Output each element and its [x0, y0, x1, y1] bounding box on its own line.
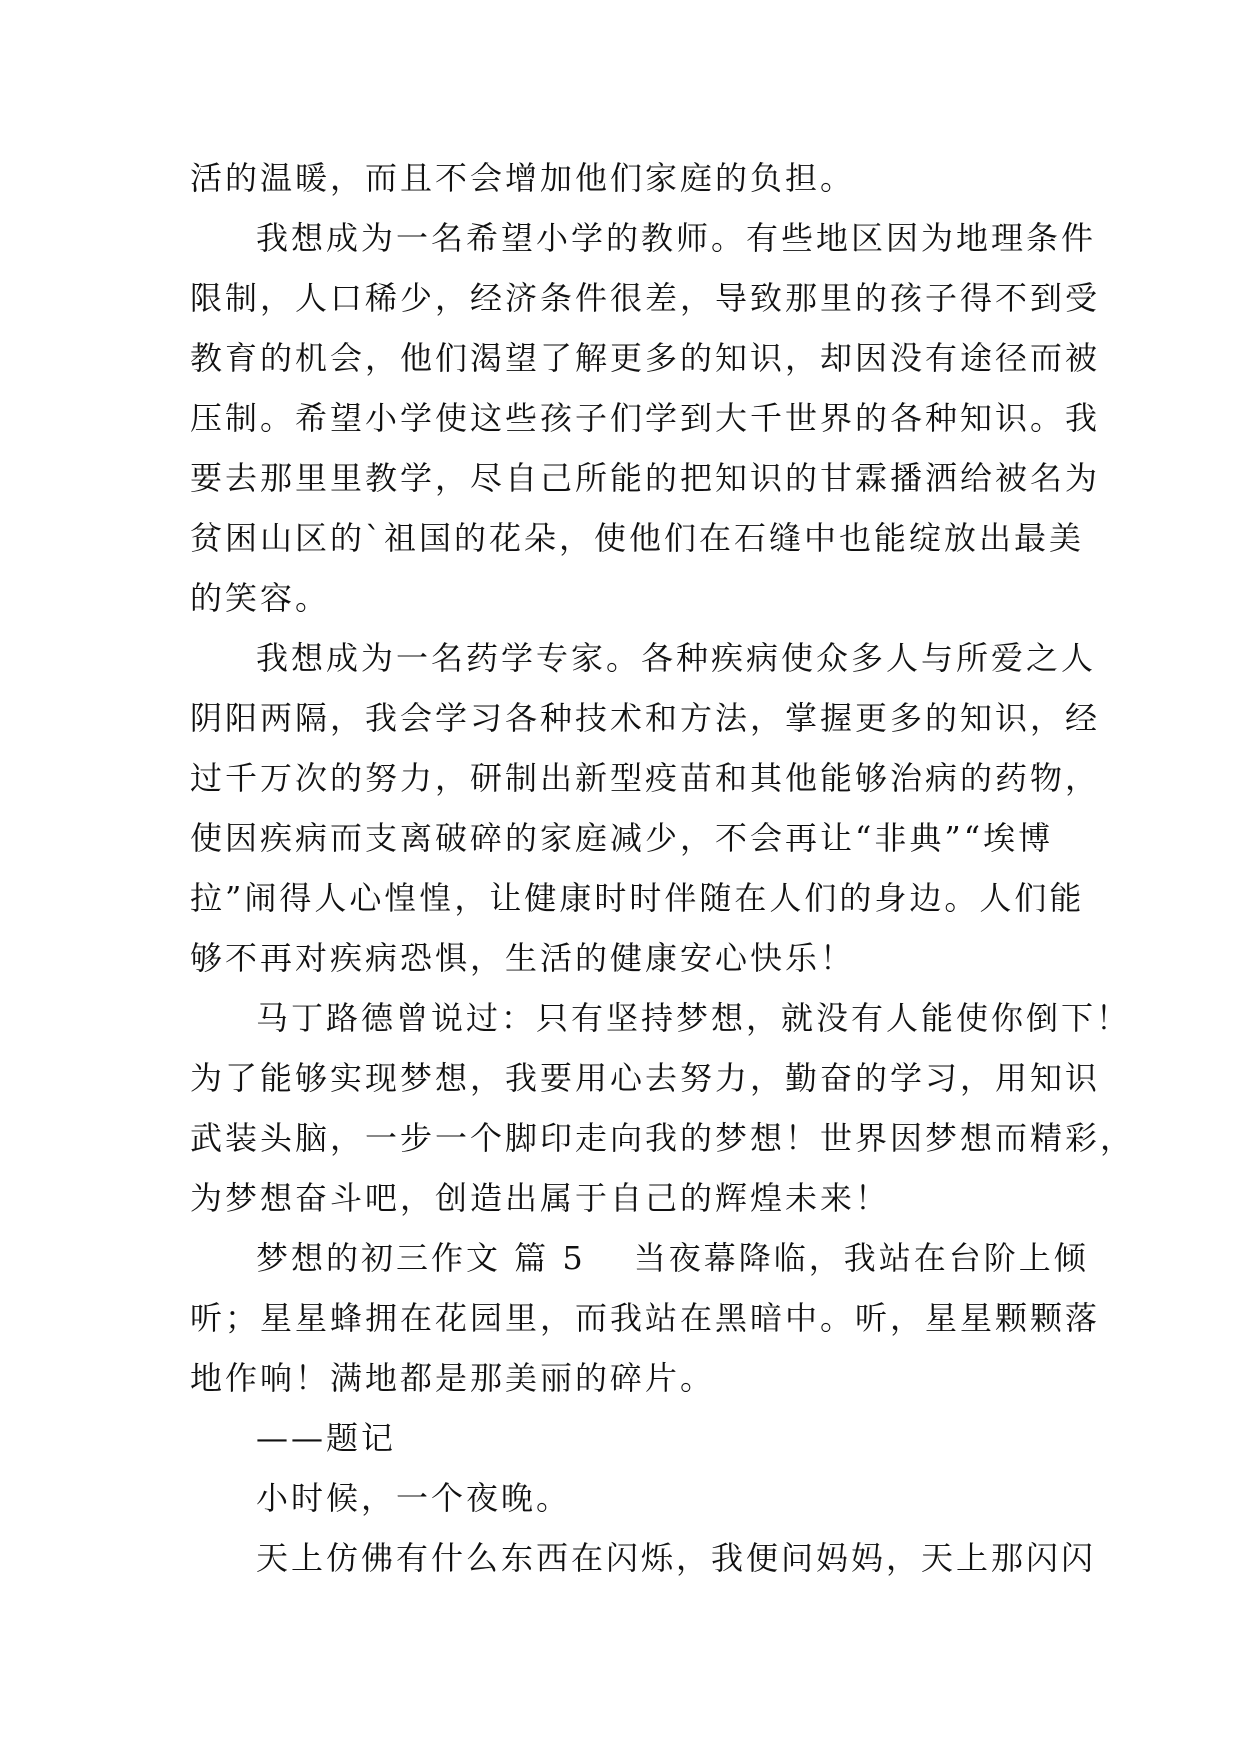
- text-line: 我想成为一名希望小学的教师。有些地区因为地理条件: [256, 219, 1097, 257]
- paragraph: [190, 628, 1101, 988]
- text-line: 使因疾病而支离破碎的家庭减少，不会再让“非典”“埃博: [190, 819, 1054, 857]
- text-line: 过千万次的努力，研制出新型疫苗和其他能够治病的药物，: [190, 759, 1101, 797]
- text-line: 够不再对疾病恐惧，生活的健康安心快乐！: [190, 939, 856, 977]
- text-line: 地作响！满地都是那美丽的碎片。: [190, 1359, 716, 1397]
- text-line: 要去那里里教学，尽自己所能的把知识的甘霖播洒给被名为: [190, 459, 1101, 497]
- text-line: 听；星星蜂拥在花园里，而我站在黑暗中。听，星星颗颗落: [190, 1299, 1101, 1337]
- paragraph: [190, 1528, 1097, 1588]
- text-line: 武装头脑，一步一个脚印走向我的梦想！世界因梦想而精彩，: [190, 1119, 1136, 1157]
- text-line: 马丁路德曾说过：只有坚持梦想，就没有人能使你倒下！: [256, 999, 1132, 1037]
- epigraph-attribution: ——题记: [256, 1419, 397, 1457]
- text-line: 阴阳两隔，我会学习各种技术和方法，掌握更多的知识，经: [190, 699, 1101, 737]
- text-line: 我想成为一名药学专家。各种疾病使众多人与所爱之人: [256, 639, 1097, 677]
- text-line: 限制，人口稀少，经济条件很差，导致那里的孩子得不到受: [190, 279, 1101, 317]
- paragraph: [190, 148, 1050, 208]
- section-title: 梦想的初三作文 篇 5: [256, 1239, 586, 1277]
- text-line: 为了能够实现梦想，我要用心去努力，勤奋的学习，用知识: [190, 1059, 1101, 1097]
- text-line: 拉”闹得人心惶惶，让健康时时伴随在人们的身边。人们能: [190, 879, 1085, 917]
- paragraph: [190, 1468, 1050, 1528]
- paragraph: [190, 1228, 1101, 1408]
- text-line: [190, 1228, 1089, 1288]
- paragraph: [190, 988, 1136, 1228]
- text-line: 天上仿佛有什么东西在闪烁，我便问妈妈，天上那闪闪: [256, 1539, 1097, 1577]
- text-line: 为梦想奋斗吧，创造出属于自己的辉煌未来！: [190, 1179, 891, 1217]
- text-fragment: 当夜幕降临，我站在台阶上倾: [633, 1239, 1089, 1277]
- text-line: 贫困山区的`祖国的花朵，使他们在石缝中也能绽放出最美: [190, 519, 1085, 557]
- text-line: 活的温暖，而且不会增加他们家庭的负担。: [190, 159, 856, 197]
- text-line: 的笑容。: [190, 579, 331, 617]
- paragraph: [190, 208, 1101, 628]
- paragraph: [190, 1408, 1050, 1468]
- text-line: 压制。希望小学使这些孩子们学到大千世界的各种知识。我: [190, 399, 1101, 437]
- essay-body: [190, 148, 1136, 1588]
- text-line: 教育的机会，他们渴望了解更多的知识，却因没有途径而被: [190, 339, 1101, 377]
- text-line: 小时候，一个夜晚。: [256, 1479, 572, 1517]
